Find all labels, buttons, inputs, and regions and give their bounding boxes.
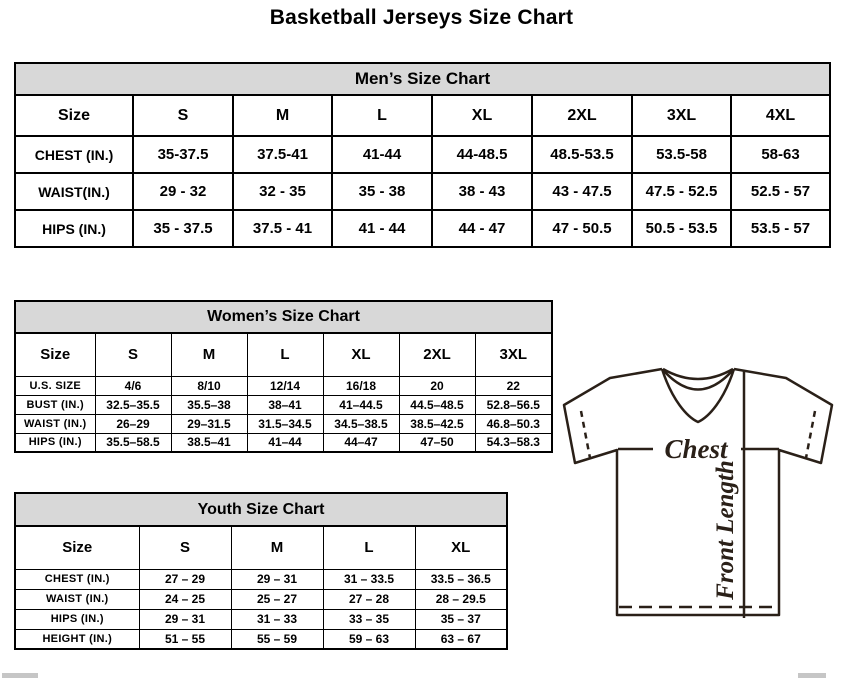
page-title: Basketball Jerseys Size Chart: [269, 6, 574, 29]
value-cell: 32.5–35.5: [95, 395, 171, 414]
value-cell: 44 - 47: [432, 210, 532, 247]
column-header: 3XL: [632, 95, 731, 136]
value-cell: 58-63: [731, 136, 830, 173]
table-row: [15, 210, 830, 247]
value-cell: 32 - 35: [233, 173, 332, 210]
column-header: L: [247, 333, 323, 376]
value-cell: 47 - 50.5: [532, 210, 632, 247]
collar-back-arc: [663, 369, 733, 379]
value-cell: 35-37.5: [133, 136, 233, 173]
column-header: S: [95, 333, 171, 376]
row-label: WAIST (IN.): [15, 414, 95, 433]
value-cell: 44–47: [323, 433, 399, 452]
row-label: BUST (IN.): [15, 395, 95, 414]
value-cell: 47.5 - 52.5: [632, 173, 731, 210]
value-cell: 27 – 28: [323, 589, 415, 609]
value-cell: 26–29: [95, 414, 171, 433]
row-label: CHEST (IN.): [15, 569, 139, 589]
table-row: [15, 376, 552, 395]
row-label: HEIGHT (IN.): [15, 629, 139, 649]
value-cell: 38 - 43: [432, 173, 532, 210]
row-label: HIPS (IN.): [15, 433, 95, 452]
value-cell: 52.8–56.5: [475, 395, 552, 414]
right-cuff-dashes: [806, 411, 815, 458]
scrollbar-stub-right[interactable]: [798, 673, 826, 678]
row-label: HIPS (IN.): [15, 609, 139, 629]
value-cell: 31 – 33.5: [323, 569, 415, 589]
front-length-label: Front Length: [712, 460, 739, 600]
value-cell: 48.5-53.5: [532, 136, 632, 173]
column-header: 2XL: [399, 333, 475, 376]
value-cell: 50.5 - 53.5: [632, 210, 731, 247]
column-header: M: [171, 333, 247, 376]
value-cell: 31.5–34.5: [247, 414, 323, 433]
value-cell: 41 - 44: [332, 210, 432, 247]
value-cell: 53.5-58: [632, 136, 731, 173]
value-cell: 63 – 67: [415, 629, 507, 649]
scrollbar-stub-left[interactable]: [2, 673, 38, 678]
column-header: M: [231, 526, 323, 569]
column-header: 4XL: [731, 95, 830, 136]
value-cell: 55 – 59: [231, 629, 323, 649]
value-cell: 52.5 - 57: [731, 173, 830, 210]
column-header: 2XL: [532, 95, 632, 136]
value-cell: 4/6: [95, 376, 171, 395]
value-cell: 28 – 29.5: [415, 589, 507, 609]
table-row: [15, 173, 830, 210]
column-header: L: [332, 95, 432, 136]
table-row: [15, 629, 507, 649]
value-cell: 41–44.5: [323, 395, 399, 414]
value-cell: 38–41: [247, 395, 323, 414]
value-cell: 33 – 35: [323, 609, 415, 629]
value-cell: 29 - 32: [133, 173, 233, 210]
value-cell: 29 – 31: [231, 569, 323, 589]
column-header: Size: [15, 95, 133, 136]
value-cell: 24 – 25: [139, 589, 231, 609]
value-cell: 22: [475, 376, 552, 395]
row-label: WAIST (IN.): [15, 589, 139, 609]
value-cell: 20: [399, 376, 475, 395]
value-cell: 35 – 37: [415, 609, 507, 629]
vneck-collar-outline: [662, 369, 734, 422]
value-cell: 31 – 33: [231, 609, 323, 629]
value-cell: 41–44: [247, 433, 323, 452]
column-header: XL: [415, 526, 507, 569]
value-cell: 38.5–42.5: [399, 414, 475, 433]
value-cell: 43 - 47.5: [532, 173, 632, 210]
value-cell: 44.5–48.5: [399, 395, 475, 414]
table-row: [15, 395, 552, 414]
column-header: XL: [432, 95, 532, 136]
column-header: Size: [15, 526, 139, 569]
column-header: 3XL: [475, 333, 552, 376]
value-cell: 34.5–38.5: [323, 414, 399, 433]
value-cell: 25 – 27: [231, 589, 323, 609]
jersey-outline: [564, 369, 832, 615]
column-header: Size: [15, 333, 95, 376]
value-cell: 37.5 - 41: [233, 210, 332, 247]
value-cell: 38.5–41: [171, 433, 247, 452]
youth-size-table: [14, 492, 506, 650]
column-header: L: [323, 526, 415, 569]
womens-size-table: [14, 300, 551, 453]
row-label: HIPS (IN.): [15, 210, 133, 247]
value-cell: 46.8–50.3: [475, 414, 552, 433]
value-cell: 59 – 63: [323, 629, 415, 649]
value-cell: 29 – 31: [139, 609, 231, 629]
table-row: [15, 569, 507, 589]
value-cell: 27 – 29: [139, 569, 231, 589]
value-cell: 33.5 – 36.5: [415, 569, 507, 589]
value-cell: 35 - 37.5: [133, 210, 233, 247]
column-header: S: [139, 526, 231, 569]
column-header: M: [233, 95, 332, 136]
jersey-measurement-diagram: [556, 358, 840, 674]
table-row: [15, 609, 507, 629]
value-cell: 16/18: [323, 376, 399, 395]
value-cell: 29–31.5: [171, 414, 247, 433]
value-cell: 51 – 55: [139, 629, 231, 649]
value-cell: 41-44: [332, 136, 432, 173]
value-cell: 35.5–38: [171, 395, 247, 414]
column-header: S: [133, 95, 233, 136]
chest-label: Chest: [664, 434, 728, 464]
table-title: Women’s Size Chart: [15, 301, 552, 333]
column-header: XL: [323, 333, 399, 376]
value-cell: 44-48.5: [432, 136, 532, 173]
row-label: WAIST(IN.): [15, 173, 133, 210]
table-title: Youth Size Chart: [15, 493, 507, 526]
value-cell: 35 - 38: [332, 173, 432, 210]
table-title: Men’s Size Chart: [15, 63, 830, 95]
table-row: [15, 589, 507, 609]
value-cell: 8/10: [171, 376, 247, 395]
value-cell: 37.5-41: [233, 136, 332, 173]
value-cell: 12/14: [247, 376, 323, 395]
mens-size-table: [14, 62, 829, 248]
value-cell: 53.5 - 57: [731, 210, 830, 247]
row-label: CHEST (IN.): [15, 136, 133, 173]
table-row: [15, 136, 830, 173]
value-cell: 54.3–58.3: [475, 433, 552, 452]
value-cell: 47–50: [399, 433, 475, 452]
table-row: [15, 433, 552, 452]
left-cuff-dashes: [581, 411, 590, 458]
table-row: [15, 414, 552, 433]
row-label: U.S. SIZE: [15, 376, 95, 395]
value-cell: 35.5–58.5: [95, 433, 171, 452]
